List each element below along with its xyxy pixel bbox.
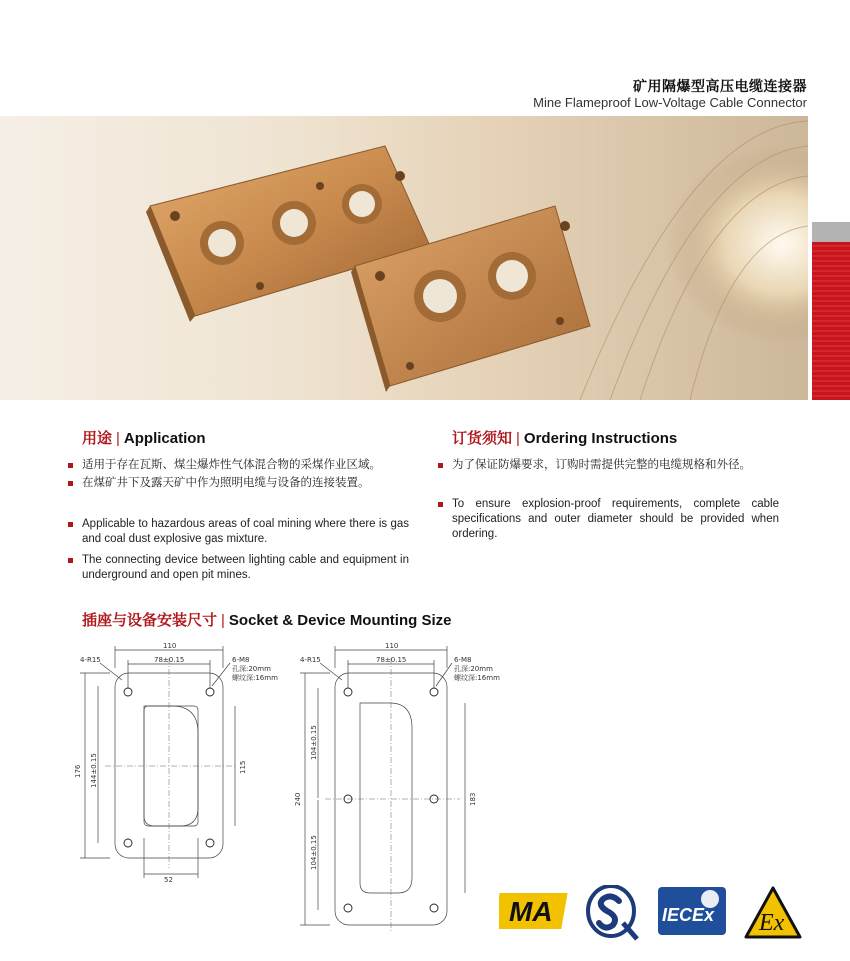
dim-hole-height-bottom: 104±0.15 (310, 835, 318, 870)
ordering-list-cn (436, 458, 781, 473)
s-logo-graphic (585, 885, 641, 941)
mounting-heading (82, 609, 451, 630)
ordering-list-en (436, 497, 779, 542)
side-tab-grey (812, 222, 850, 242)
ex-logo (743, 885, 803, 937)
iecex-logo-graphic (656, 885, 728, 937)
connector-photo (0, 116, 808, 400)
dim-window-height: 183 (469, 792, 477, 806)
application-heading-en: Application (123, 430, 206, 447)
drawing-small-socket (60, 638, 300, 888)
iecex-logo (656, 885, 728, 937)
dim-hole-width: 78±0.15 (376, 656, 407, 664)
list-item: 在煤矿井下及露天矿中作为照明电缆与设备的连接装置。 (66, 476, 411, 491)
dim-thread-depth: 螺纹深:16mm (454, 674, 500, 682)
ordering-heading-cn: 订货须知 (452, 430, 513, 447)
dim-thread-depth: 螺纹深:16mm (232, 674, 278, 682)
mounting-heading-en: Socket & Device Mounting Size (228, 612, 452, 629)
mounting-heading-cn: 插座与设备安装尺寸 (82, 612, 218, 629)
dim-height: 240 (294, 792, 302, 806)
ex-logo-text: Ex (759, 910, 785, 936)
dim-holes: 6-M8 (454, 656, 472, 664)
heading-separator: | (221, 612, 225, 629)
product-title-cn: 矿用隔爆型高压电缆连接器 (633, 78, 807, 94)
product-title-en: Mine Flameproof Low-Voltage Cable Connector (533, 95, 807, 110)
application-list-en (66, 517, 409, 583)
side-tab-red (812, 242, 850, 400)
application-list-cn (66, 458, 411, 491)
list-item: To ensure explosion-proof requirements, complete cable specifications and outer diameter should be provided when ordering. (436, 497, 779, 542)
dim-width: 110 (163, 642, 177, 650)
heading-separator: | (516, 430, 520, 447)
application-heading (82, 427, 206, 448)
dim-hole-depth: 孔深:20mm (454, 665, 493, 673)
dim-width: 110 (385, 642, 399, 650)
dim-window-height: 115 (239, 760, 247, 774)
list-item: 适用于存在瓦斯、煤尘爆炸性气体混合物的采煤作业区域。 (66, 458, 411, 473)
list-item: The connecting device between lighting cable and equipment in underground and open pit mines. (66, 553, 409, 583)
ex-logo-graphic (743, 885, 803, 941)
dim-corner: 4-R15 (300, 656, 321, 664)
ma-logo (499, 885, 571, 937)
heading-separator: | (116, 430, 120, 447)
dim-hole-height-top: 104±0.15 (310, 725, 318, 760)
side-color-tab (812, 222, 850, 400)
dim-corner: 4-R15 (80, 656, 101, 664)
dim-hole-depth: 孔深:20mm (232, 665, 271, 673)
s-certification-logo (585, 885, 641, 937)
ma-logo-text: MA (509, 896, 553, 927)
dim-window-width: 52 (164, 876, 173, 884)
iecex-logo-text: IECEx (662, 905, 715, 925)
ordering-heading-en: Ordering Instructions (523, 430, 678, 447)
dim-height: 176 (74, 764, 82, 778)
dim-hole-width: 78±0.15 (154, 656, 185, 664)
ma-logo-graphic (499, 885, 571, 937)
ordering-heading (452, 427, 677, 448)
drawing-large-socket (280, 638, 510, 938)
product-hero-image (0, 116, 808, 400)
dim-holes: 6-M8 (232, 656, 250, 664)
list-item: 为了保证防爆要求，订购时需提供完整的电缆规格和外径。 (436, 458, 781, 473)
application-heading-cn: 用途 (82, 430, 113, 447)
list-item: Applicable to hazardous areas of coal mining where there is gas and coal dust explosive gas mixture. (66, 517, 409, 547)
dim-hole-height: 144±0.15 (90, 753, 98, 788)
